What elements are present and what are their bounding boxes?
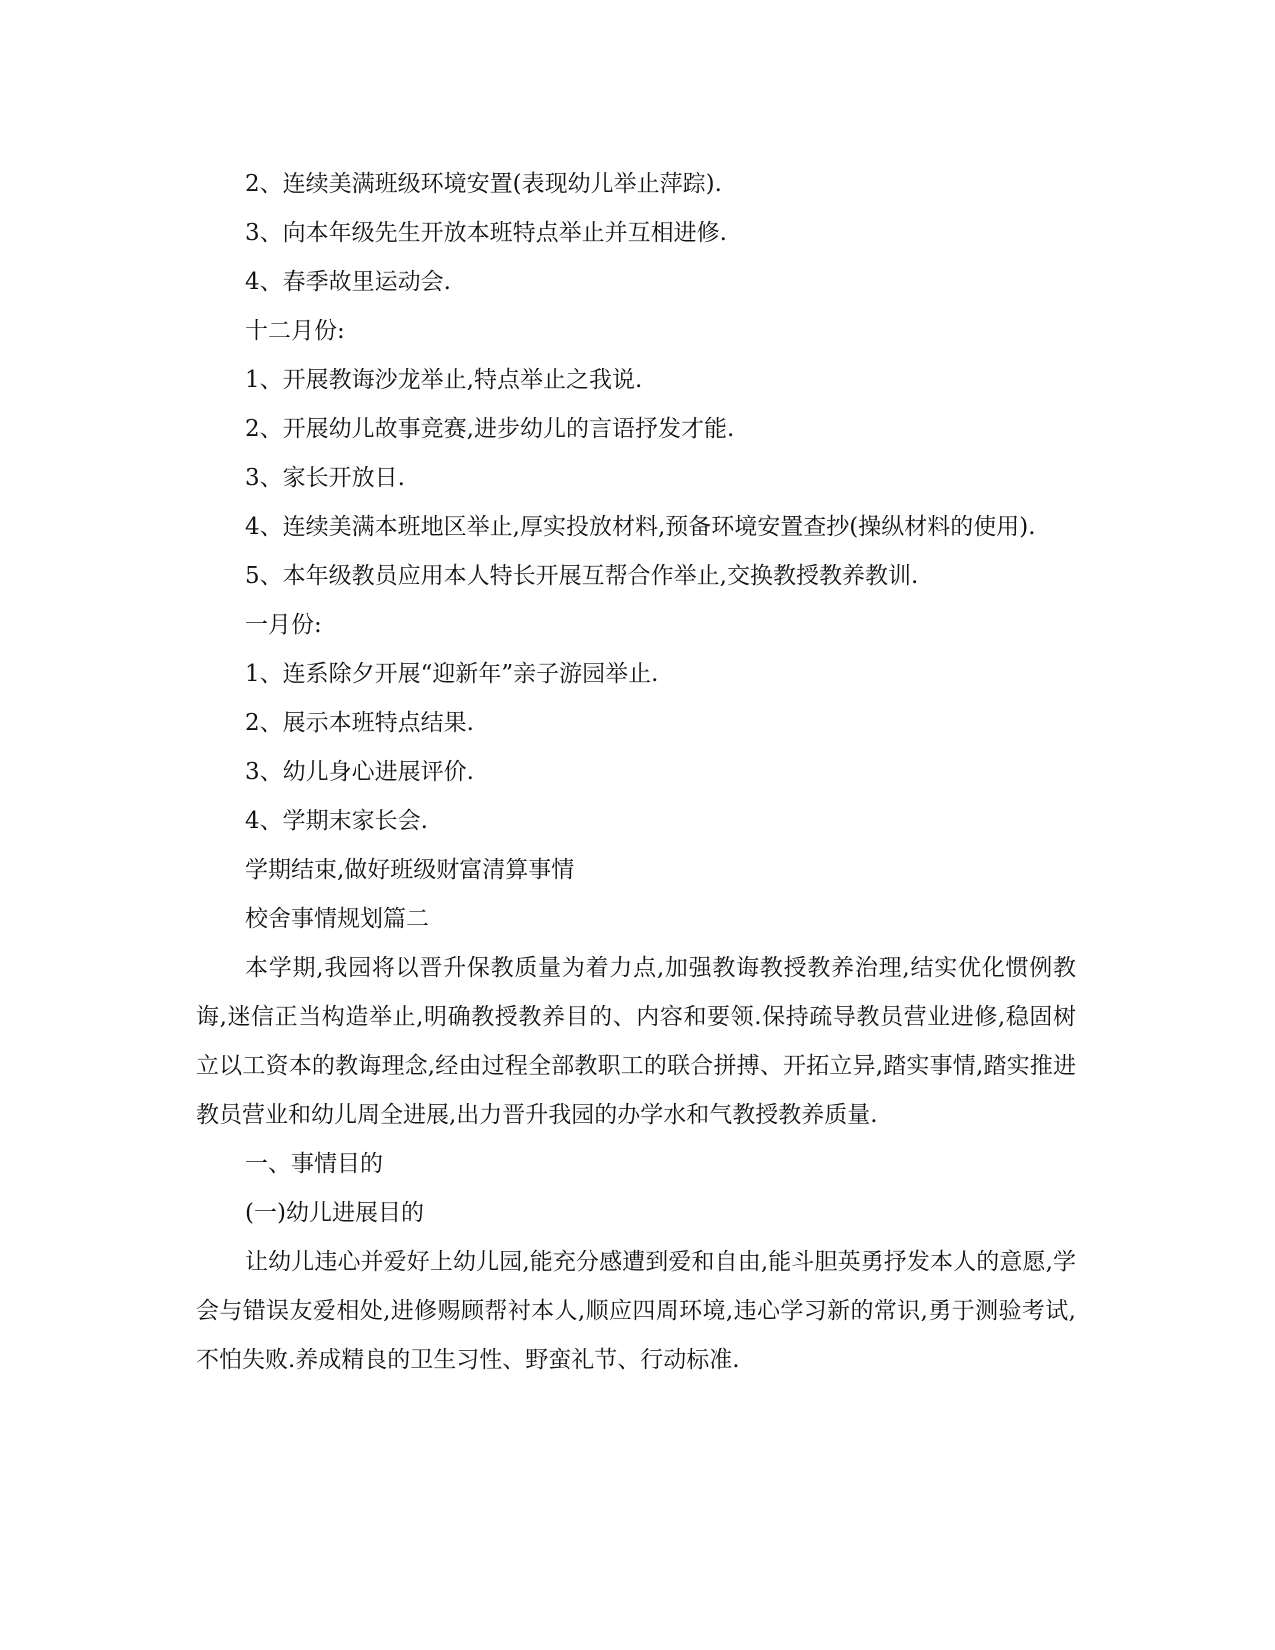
text-paragraph: 本学期,我园将以晋升保教质量为着力点,加强教诲教授教养治理,结实优化惯例教诲,迷信正当构造举止,明确教授教养目的、内容和要领.保持疏导教员营业进修,稳固树立以工资本的教诲理念,经由过程全部教职工的联合拼搏、开拓立异,踏实事情,踏实推进教员营业和幼儿周全进展,出力晋升我园的办学水和气教授教养质量. [196, 955, 1076, 1128]
text-line: 3、家长开放日. [245, 465, 405, 491]
text-line: 5、本年级教员应用本人特长开展互帮合作举止,交换教授教养教训. [245, 563, 919, 589]
text-line: 2、展示本班特点结果. [245, 710, 474, 736]
article-title: 校舍事情规划篇二 [245, 906, 429, 932]
text-line: 1、开展教诲沙龙举止,特点举止之我说. [245, 367, 643, 393]
text-line: 2、开展幼儿故事竞赛,进步幼儿的言语抒发才能. [245, 416, 735, 442]
text-line: 学期结束,做好班级财富清算事情 [245, 857, 575, 883]
text-line: 3、向本年级先生开放本班特点举止并互相进修. [245, 220, 727, 246]
section-heading: 一、事情目的 [245, 1151, 383, 1177]
text-line: 3、幼儿身心进展评价. [245, 759, 474, 785]
text-line: 2、连续美满班级环境安置(表现幼儿举止萍踪). [245, 171, 722, 197]
subsection-heading: (一)幼儿进展目的 [245, 1200, 424, 1226]
section-heading: 一月份: [245, 612, 322, 638]
text-line: 1、连系除夕开展“迎新年”亲子游园举止. [245, 661, 659, 687]
document-body [196, 160, 1076, 1385]
text-paragraph: 让幼儿违心并爱好上幼儿园,能充分感遭到爱和自由,能斗胆英勇抒发本人的意愿,学会与错误友爱相处,进修赐顾帮衬本人,顺应四周环境,违心学习新的常识,勇于测验考试,不怕失败.养成精良的卫生习性、野蛮礼节、行动标准. [196, 1249, 1076, 1373]
section-heading: 十二月份: [245, 318, 345, 344]
text-line: 4、学期末家长会. [245, 808, 428, 834]
text-paragraph: 4、连续美满本班地区举止,厚实投放材料,预备环境安置查抄(操纵材料的使用). [245, 514, 1036, 540]
text-line: 4、春季故里运动会. [245, 269, 451, 295]
